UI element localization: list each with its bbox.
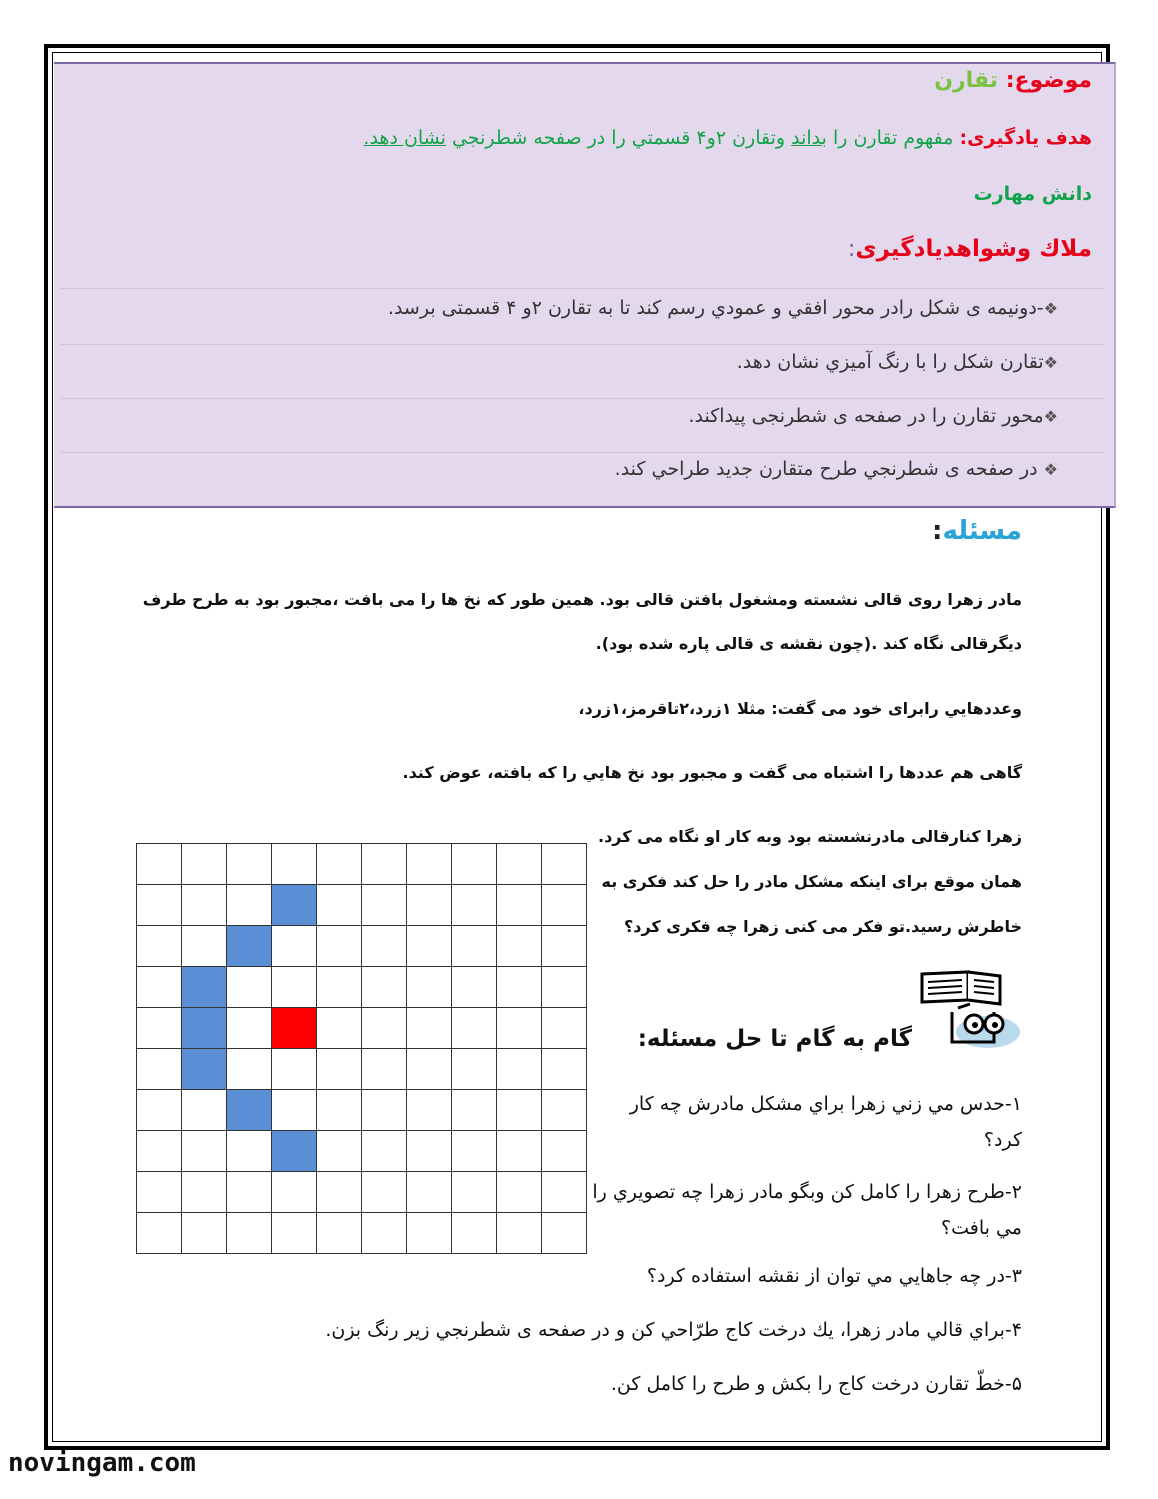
problem-paragraph: زهرا كنارقالی مادرنشسته بود وبه كار او نگاه می كرد. (597, 827, 1022, 846)
topic-line (934, 68, 1092, 93)
grid-cell[interactable] (407, 926, 452, 967)
grid-cell-blue[interactable] (182, 1049, 227, 1090)
grid-cell[interactable] (182, 1213, 227, 1254)
diamond-bullet-icon: ❖ (1043, 460, 1058, 479)
divider (60, 452, 1104, 453)
grid-cell[interactable] (452, 1008, 497, 1049)
criteria-colon: : (847, 236, 856, 262)
grid-cell[interactable] (452, 967, 497, 1008)
grid-cell-blue[interactable] (182, 1008, 227, 1049)
criteria-item (737, 351, 1058, 373)
goal-text-2: بداند (791, 127, 827, 149)
problem-paragraph: مادر زهرا روی قالی نشسته ومشغول بافتن قالی بود. همين طور كه نخ ها را می بافت ،مجبور بود به طرح طرف (142, 590, 1022, 609)
problem-paragraph: همان موقع برای اينكه مشكل مادر را حل كند فكری به (601, 872, 1022, 891)
grid-cell-blue[interactable] (227, 926, 272, 967)
grid-cell[interactable] (542, 1131, 587, 1172)
grid-cell[interactable] (137, 1090, 182, 1131)
grid-cell[interactable] (227, 967, 272, 1008)
problem-title-colon: : (932, 516, 943, 546)
grid-cell[interactable] (137, 1172, 182, 1213)
grid-cell[interactable] (317, 1049, 362, 1090)
grid-row (137, 885, 587, 926)
grid-cell[interactable] (317, 1213, 362, 1254)
grid-cell[interactable] (317, 1172, 362, 1213)
grid-cell[interactable] (272, 1049, 317, 1090)
grid-cell[interactable] (137, 1213, 182, 1254)
problem-title (932, 516, 1022, 546)
grid-cell[interactable] (272, 1213, 317, 1254)
grid-cell[interactable] (317, 1008, 362, 1049)
grid-cell[interactable] (362, 967, 407, 1008)
grid-cell-red[interactable] (272, 1008, 317, 1049)
grid-cell[interactable] (407, 1213, 452, 1254)
grid-cell[interactable] (137, 967, 182, 1008)
grid-row (137, 926, 587, 967)
diamond-bullet-icon: ❖ (1043, 299, 1058, 318)
grid-cell[interactable] (182, 885, 227, 926)
grid-cell[interactable] (452, 885, 497, 926)
grid-row (137, 1172, 587, 1213)
criteria-item-text: در صفحه ی شطرنجي طرح متقارن جديد طراحي كند. (614, 458, 1044, 480)
grid-cell[interactable] (497, 926, 542, 967)
grid-cell[interactable] (542, 926, 587, 967)
criteria-item-text: -دونيمه ی شكل رادر محور افقي و عمودي رسم كند تا به تقارن ۲و ۴ قسمتی برسد. (387, 297, 1044, 319)
criteria-item-text: محور تقارن را در صفحه ی شطرنجی پيداكند. (688, 405, 1044, 427)
problem-paragraph: گاهی هم عددها را اشتباه می گفت و مجبور بود نخ هايي را كه بافته، عوض كند. (402, 763, 1022, 782)
problem-paragraph: وعددهايي رابرای خود می گفت: مثلا ۱زرد،۲تاقرمز،۱زرد، (578, 699, 1022, 718)
grid-cell[interactable] (452, 926, 497, 967)
grid-cell[interactable] (542, 1172, 587, 1213)
grid-cell[interactable] (407, 885, 452, 926)
site-logo: novingam.com (8, 1448, 196, 1478)
criteria-item-text: تقارن شكل را با رنگ آميزي نشان دهد. (736, 351, 1044, 373)
step-item: ۳-در چه جاهايي مي توان از نقشه استفاده كرد؟ (646, 1265, 1022, 1287)
grid-cell[interactable] (137, 844, 182, 885)
goal-text-1: مفهوم تقارن را (826, 127, 960, 149)
grid-cell[interactable] (407, 844, 452, 885)
grid-cell[interactable] (272, 967, 317, 1008)
grid-cell[interactable] (182, 1172, 227, 1213)
grid-cell-blue[interactable] (272, 1131, 317, 1172)
grid-cell[interactable] (497, 844, 542, 885)
grid-cell[interactable] (317, 885, 362, 926)
grid-cell[interactable] (542, 1049, 587, 1090)
book-reader-icon (918, 968, 1022, 1054)
grid-cell[interactable] (452, 1172, 497, 1213)
grid-cell[interactable] (497, 1049, 542, 1090)
grid-cell[interactable] (542, 1213, 587, 1254)
grid-cell[interactable] (362, 1213, 407, 1254)
criteria-item (388, 297, 1058, 319)
grid-cell[interactable] (452, 1131, 497, 1172)
grid-cell[interactable] (182, 926, 227, 967)
grid-cell[interactable] (542, 1090, 587, 1131)
grid-cell[interactable] (227, 844, 272, 885)
grid-cell[interactable] (362, 844, 407, 885)
grid-cell[interactable] (497, 1008, 542, 1049)
grid-cell[interactable] (362, 1049, 407, 1090)
grid-cell[interactable] (317, 967, 362, 1008)
grid-cell[interactable] (407, 1008, 452, 1049)
grid-cell[interactable] (497, 967, 542, 1008)
problem-paragraph: ديگرقالی نگاه كند .(چون نقشه ی قالی پاره شده بود). (595, 634, 1022, 653)
goal-text-3: وتقارن ۲و۴ قسمتي را در صفحه شطرنجي (445, 127, 792, 149)
grid-cell[interactable] (137, 1131, 182, 1172)
grid-cell[interactable] (182, 844, 227, 885)
grid-cell[interactable] (497, 1131, 542, 1172)
grid-cell[interactable] (272, 844, 317, 885)
topic-label: موضوع: (1005, 68, 1092, 93)
problem-paragraph: خاطرش رسيد.تو فكر می كنی زهرا چه فكری كرد؟ (623, 917, 1022, 936)
grid-cell[interactable] (407, 1131, 452, 1172)
step-item: ۴-براي قالي مادر زهرا، يك درخت كاج طرّاحي كن و در صفحه ی شطرنجي زير رنگ بزن. (325, 1319, 1022, 1341)
grid-cell[interactable] (227, 1131, 272, 1172)
step-item: ۲-طرح زهرا را كامل كن وبگو مادر زهرا چه تصويري را مي بافت؟ (592, 1181, 1022, 1239)
grid-row (137, 1049, 587, 1090)
diamond-bullet-icon: ❖ (1043, 353, 1058, 372)
problem-title-text: مسئله (942, 516, 1022, 546)
grid-cell-blue[interactable] (182, 967, 227, 1008)
grid-row (137, 1213, 587, 1254)
grid-cell[interactable] (137, 1049, 182, 1090)
grid-cell[interactable] (407, 1049, 452, 1090)
grid-cell[interactable] (452, 1049, 497, 1090)
grid-cell[interactable] (452, 844, 497, 885)
grid-cell[interactable] (362, 926, 407, 967)
grid-cell[interactable] (227, 885, 272, 926)
grid-row (137, 967, 587, 1008)
step-item: ۱-حدس مي زني زهرا براي مشكل مادرش چه كار كرد؟ (629, 1093, 1022, 1151)
grid-cell[interactable] (137, 926, 182, 967)
criteria-label: ملاك وشواهديادگيری (855, 236, 1092, 262)
grid-cell[interactable] (182, 1131, 227, 1172)
grid-cell[interactable] (317, 1131, 362, 1172)
grid-cell[interactable] (542, 1008, 587, 1049)
grid-cell[interactable] (137, 1008, 182, 1049)
grid-cell[interactable] (407, 1090, 452, 1131)
grid-row (137, 844, 587, 885)
grid-cell[interactable] (317, 926, 362, 967)
grid-row (137, 1008, 587, 1049)
grid-cell[interactable] (497, 1090, 542, 1131)
grid-cell-blue[interactable] (272, 885, 317, 926)
grid-cell[interactable] (272, 1172, 317, 1213)
pattern-grid[interactable] (136, 843, 587, 1254)
grid-cell[interactable] (362, 1131, 407, 1172)
grid-cell[interactable] (182, 1090, 227, 1131)
grid-row (137, 1090, 587, 1131)
grid-cell[interactable] (317, 1090, 362, 1131)
grid-cell-blue[interactable] (227, 1090, 272, 1131)
skill-line: دانش مهارت (973, 183, 1092, 205)
grid-cell[interactable] (227, 1172, 272, 1213)
grid-cell[interactable] (137, 885, 182, 926)
grid-cell[interactable] (407, 1172, 452, 1213)
divider (60, 344, 1104, 345)
topic-value: تقارن (934, 68, 999, 93)
grid-cell[interactable] (362, 1008, 407, 1049)
grid-cell[interactable] (227, 1213, 272, 1254)
steps-title: گام به گام تا حل مسئله: (637, 1026, 912, 1052)
divider (60, 398, 1104, 399)
criteria-item (615, 458, 1058, 480)
grid-cell[interactable] (362, 885, 407, 926)
grid-cell[interactable] (452, 1090, 497, 1131)
divider (60, 288, 1104, 289)
grid-cell[interactable] (272, 926, 317, 967)
criteria-heading (848, 236, 1092, 262)
grid-cell[interactable] (227, 1008, 272, 1049)
grid-cell[interactable] (272, 1090, 317, 1131)
grid-cell[interactable] (362, 1172, 407, 1213)
grid-cell[interactable] (497, 1213, 542, 1254)
goal-line (363, 127, 1092, 149)
diamond-bullet-icon: ❖ (1043, 407, 1058, 426)
criteria-item (689, 405, 1058, 427)
goal-label: هدف يادگيری: (959, 127, 1092, 149)
grid-cell[interactable] (452, 1213, 497, 1254)
grid-cell[interactable] (317, 844, 362, 885)
grid-cell[interactable] (542, 844, 587, 885)
grid-cell[interactable] (542, 885, 587, 926)
grid-cell[interactable] (497, 1172, 542, 1213)
grid-cell[interactable] (497, 885, 542, 926)
goal-text-4: نشان دهد. (363, 127, 446, 149)
grid-cell[interactable] (542, 967, 587, 1008)
grid-cell[interactable] (227, 1049, 272, 1090)
grid-cell[interactable] (407, 967, 452, 1008)
step-item: ۵-خطّ تقارن درخت كاج را بكش و طرح را كامل كن. (610, 1373, 1022, 1395)
grid-row (137, 1131, 587, 1172)
grid-cell[interactable] (362, 1090, 407, 1131)
